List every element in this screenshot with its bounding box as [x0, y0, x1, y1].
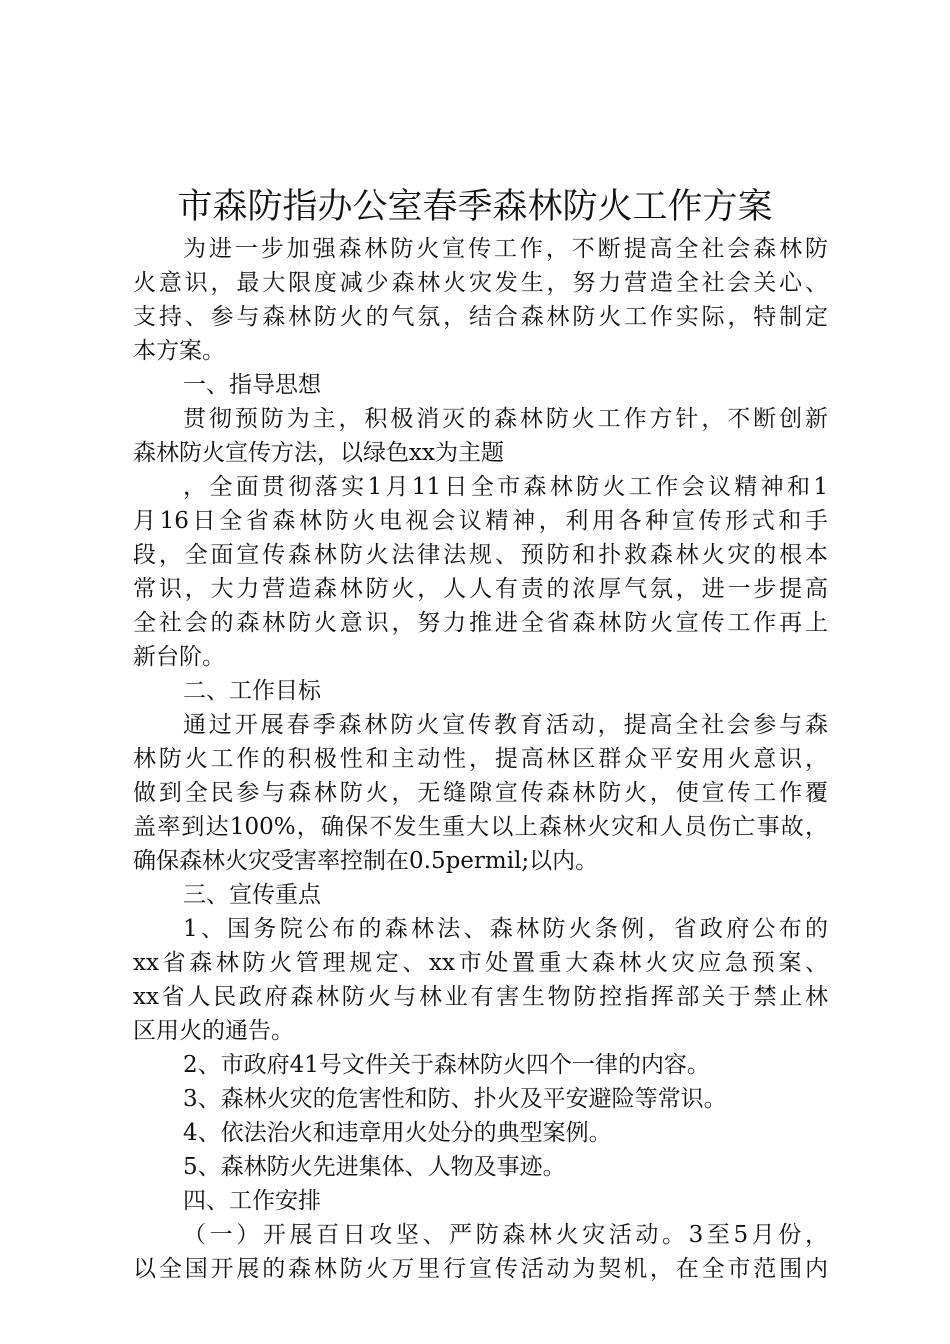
text-line: xx省人民政府森林防火与林业有害生物防控指挥部关于禁止林	[133, 984, 828, 1010]
text-line: 为进一步加强森林防火宣传工作，不断提高全社会森林防	[183, 236, 828, 262]
text-line: 二、工作目标	[183, 678, 321, 704]
text-line: （一）开展百日攻坚、严防森林火灾活动。3至5月份，	[183, 1222, 828, 1248]
text-line: 森林防火宣传方法，以绿色xx为主题	[133, 440, 504, 466]
document-title: 市森防指办公室春季森林防火工作方案	[177, 187, 773, 227]
text-line: 本方案。	[133, 338, 225, 364]
document-body	[133, 232, 828, 1286]
text-line: 3、森林火灾的危害性和防、扑火及平安避险等常识。	[183, 1086, 727, 1112]
text-line: 新台阶。	[133, 644, 225, 670]
text-line: 确保森林火灾受害率控制在0.5permil;以内。	[133, 848, 599, 874]
text-line: 月16日全省森林防火电视会议精神，利用各种宣传形式和手	[133, 508, 828, 534]
text-line: 支持、参与森林防火的气氛，结合森林防火工作实际，特制定	[133, 304, 828, 330]
text-line: 一、指导思想	[183, 372, 321, 398]
text-line: ，全面贯彻落实1月11日全市森林防火工作会议精神和1	[183, 474, 828, 500]
text-line: 区用火的通告。	[133, 1018, 294, 1044]
text-line: 通过开展春季森林防火宣传教育活动，提高全社会参与森	[183, 712, 828, 738]
text-line: 火意识，最大限度减少森林火灾发生，努力营造全社会关心、	[133, 270, 828, 296]
text-line: 2、市政府41号文件关于森林防火四个一律的内容。	[183, 1052, 710, 1078]
text-line: 贯彻预防为主，积极消灭的森林防火工作方针，不断创新	[183, 406, 828, 432]
text-line: 以全国开展的森林防火万里行宣传活动为契机，在全市范围内	[133, 1256, 828, 1282]
text-line: 1、国务院公布的森林法、森林防火条例，省政府公布的	[183, 916, 828, 942]
text-line: 盖率到达100%，确保不发生重大以上森林火灾和人员伤亡事故，	[133, 814, 828, 840]
text-line: 做到全民参与森林防火，无缝隙宣传森林防火，使宣传工作覆	[133, 780, 828, 806]
text-line: 三、宣传重点	[183, 882, 321, 908]
text-line: 林防火工作的积极性和主动性，提高林区群众平安用火意识，	[133, 746, 828, 772]
text-line: 全社会的森林防火意识，努力推进全省森林防火宣传工作再上	[133, 610, 828, 636]
text-line: 4、依法治火和违章用火处分的典型案例。	[183, 1120, 612, 1146]
text-line: 段，全面宣传森林防火法律法规、预防和扑救森林火灾的根本	[133, 542, 828, 568]
text-line: 常识，大力营造森林防火，人人有责的浓厚气氛，进一步提高	[133, 576, 828, 602]
text-line: 四、工作安排	[183, 1188, 321, 1214]
text-line: xx省森林防火管理规定、xx市处置重大森林火灾应急预案、	[133, 950, 828, 976]
text-line: 5、森林防火先进集体、人物及事迹。	[183, 1154, 566, 1180]
